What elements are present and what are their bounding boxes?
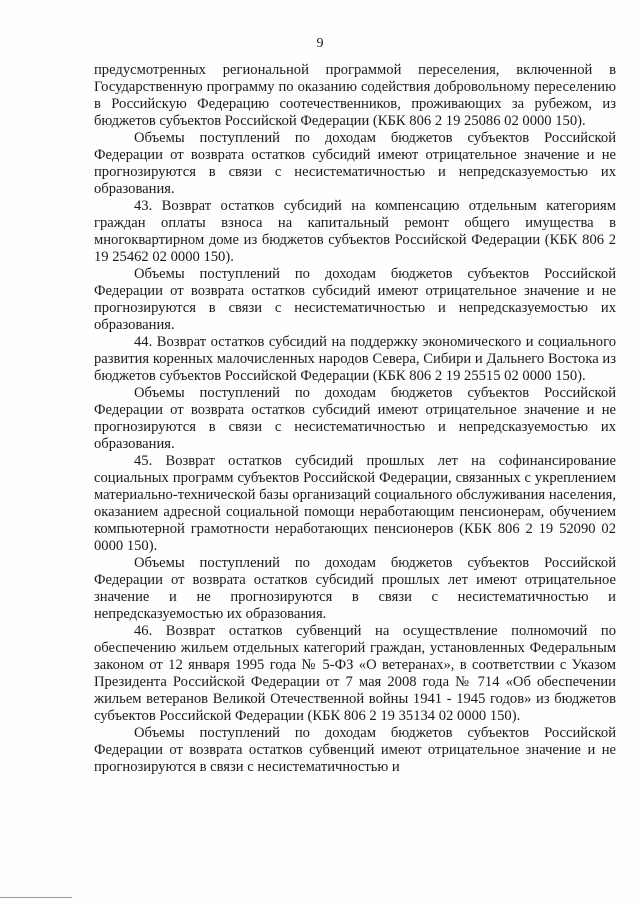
paragraph-item-46: 46. Возврат остатков субвенций на осуществление полномочий по обеспечению жильем отдельных категорий граждан, установленных Федеральным законом от 12 января 1995 года № 5-ФЗ «О ветеранах», в соответствии с Указом Президента Российской Федерации от 7 мая 2008 года № 714 «Об обеспечении жильем ветеранов Великой Отечественной войны 1941 - 1945 годов» из бюджетов субъектов Российской Федерации (КБК 806 2 19 35134 02 0000 150). xyxy=(94,623,616,724)
paragraph-revenue-note: Объемы поступлений по доходам бюджетов субъектов Российской Федерации от возврата остатков субсидий имеют отрицательное значение и не прогнозируются в связи с несистематичностью и непредсказуемостью их образования. xyxy=(94,385,616,452)
paragraph-revenue-note: Объемы поступлений по доходам бюджетов субъектов Российской Федерации от возврата остатков субвенций имеют отрицательное значение и не прогнозируются в связи с несистематичностью и xyxy=(94,725,616,775)
paragraph-item-45: 45. Возврат остатков субсидий прошлых лет на софинансирование социальных программ субъектов Российской Федерации, связанных с укреплением материально-технической базы организаций социального обслуживания населения, оказанием адресной социальной помощи неработающим пенсионерам, обучением компьютерной грамотности неработающих пенсионеров (КБК 806 2 19 52090 02 0000 150). xyxy=(94,453,616,554)
paragraph-revenue-note: Объемы поступлений по доходам бюджетов субъектов Российской Федерации от возврата остатков субсидий имеют отрицательное значение и не прогнозируются в связи с несистематичностью и непредсказуемостью их образования. xyxy=(94,266,616,333)
paragraph-revenue-note: Объемы поступлений по доходам бюджетов субъектов Российской Федерации от возврата остатков субсидий прошлых лет имеют отрицательное значение и не прогнозируются в связи с несистематичностью и непредсказуемостью их образования. xyxy=(94,555,616,622)
footer-rule xyxy=(0,897,72,898)
paragraph-item-43: 43. Возврат остатков субсидий на компенсацию отдельным категориям граждан оплаты взноса на капитальный ремонт общего имущества в многоквартирном доме из бюджетов субъектов Российской Федерации (КБК 806 2 19 25462 02 0000 150). xyxy=(94,198,616,265)
paragraph-continuation: предусмотренных региональной программой переселения, включенной в Государственную программу по оказанию содействия добровольному переселению в Российскую Федерацию соотечественников, проживающих за рубежом, из бюджетов субъектов Российской Федерации (КБК 806 2 19 25086 02 0000 150). xyxy=(94,62,616,129)
paragraph-revenue-note: Объемы поступлений по доходам бюджетов субъектов Российской Федерации от возврата остатков субсидий имеют отрицательное значение и не прогнозируются в связи с несистематичностью и непредсказуемостью их образования. xyxy=(94,130,616,197)
page-number: 9 xyxy=(316,36,324,51)
document-body xyxy=(94,62,616,776)
paragraph-item-44: 44. Возврат остатков субсидий на поддержку экономического и социального развития коренных малочисленных народов Севера, Сибири и Дальнего Востока из бюджетов субъектов Российской Федерации (КБК 806 2 19 25515 02 0000 150). xyxy=(94,334,616,384)
